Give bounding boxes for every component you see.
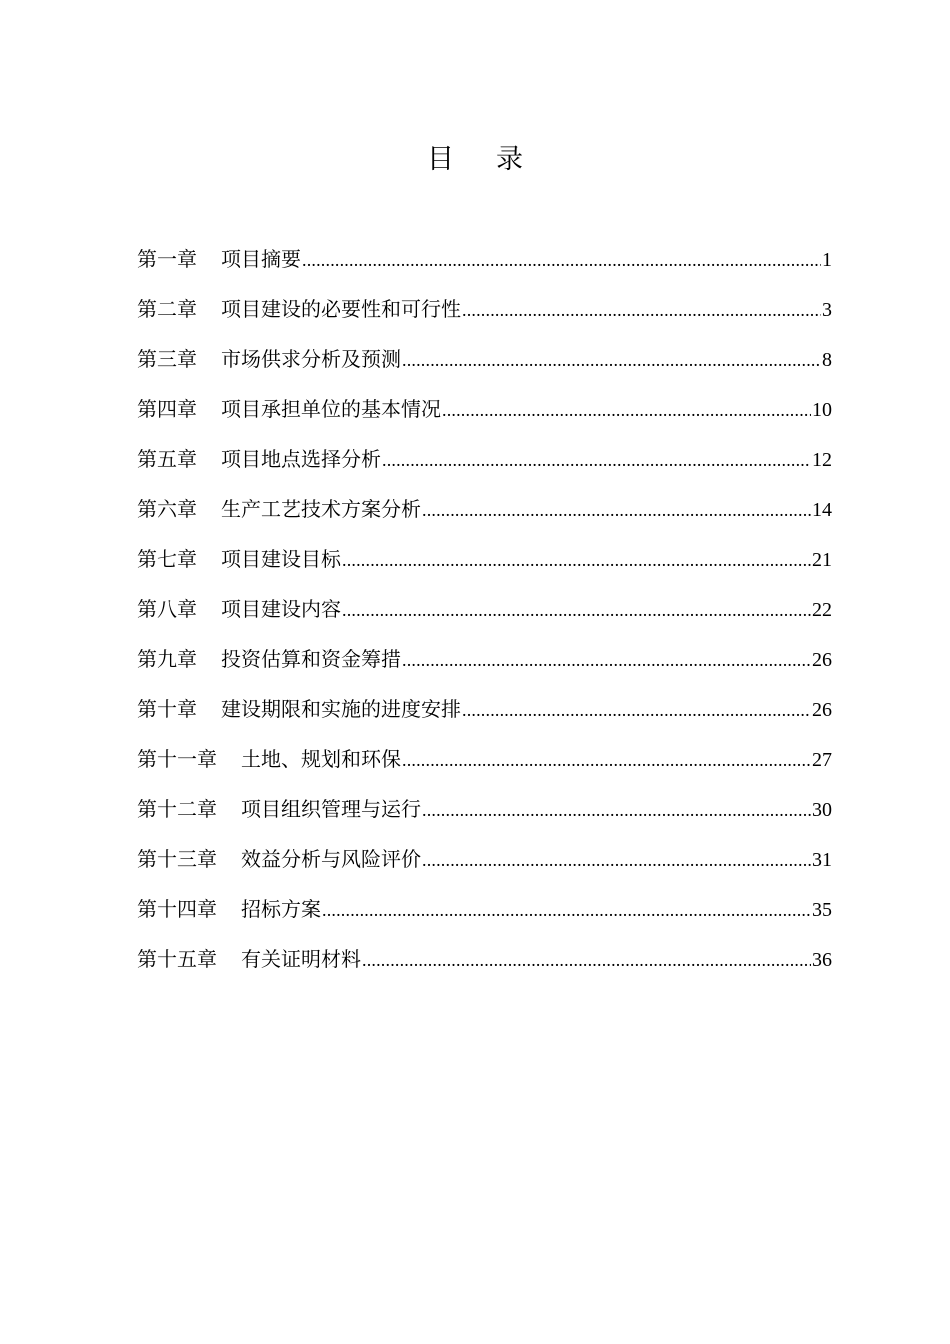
toc-dot-leader xyxy=(322,891,811,929)
toc-chapter-number: 第九章 xyxy=(137,647,197,671)
toc-page-number: 36 xyxy=(812,949,832,971)
toc-chapter-title: 项目建设目标 xyxy=(221,547,341,571)
toc-dot-leader xyxy=(422,791,811,829)
toc-chapter-title: 项目地点选择分析 xyxy=(221,447,381,471)
toc-chapter-number: 第十章 xyxy=(137,697,197,721)
toc-page-number: 3 xyxy=(822,299,832,321)
toc-dot-leader xyxy=(422,841,811,879)
toc-page-number: 35 xyxy=(812,899,832,921)
toc-page-number: 22 xyxy=(812,599,832,621)
toc-page-number: 1 xyxy=(822,249,832,271)
toc-entry[interactable] xyxy=(137,790,832,840)
toc-chapter-title: 项目建设的必要性和可行性 xyxy=(221,297,461,321)
toc-chapter-number: 第三章 xyxy=(137,347,197,371)
toc-dot-leader xyxy=(342,591,811,629)
toc-chapter-number: 第八章 xyxy=(137,597,197,621)
toc-page-number: 30 xyxy=(812,799,832,821)
toc-dot-leader xyxy=(402,341,821,379)
toc-chapter-title: 项目组织管理与运行 xyxy=(241,797,421,821)
toc-chapter-number: 第十一章 xyxy=(137,747,217,771)
toc-chapter-title: 建设期限和实施的进度安排 xyxy=(221,697,461,721)
toc-chapter-number: 第六章 xyxy=(137,497,197,521)
toc-entry[interactable] xyxy=(137,440,832,490)
toc-entry[interactable] xyxy=(137,740,832,790)
toc-chapter-number: 第一章 xyxy=(137,247,197,271)
toc-entry[interactable] xyxy=(137,240,832,290)
toc-entry[interactable] xyxy=(137,540,832,590)
toc-chapter-number: 第十二章 xyxy=(137,797,217,821)
toc-chapter-title: 土地、规划和环保 xyxy=(241,747,401,771)
toc-chapter-title: 招标方案 xyxy=(241,897,321,921)
toc-dot-leader xyxy=(302,241,821,279)
toc-chapter-number: 第十三章 xyxy=(137,847,217,871)
toc-chapter-title: 项目建设内容 xyxy=(221,597,341,621)
toc-entry[interactable] xyxy=(137,490,832,540)
toc-title-char-2: 录 xyxy=(496,144,523,175)
toc-chapter-number: 第十五章 xyxy=(137,947,217,971)
toc-entry[interactable] xyxy=(137,340,832,390)
toc-dot-leader xyxy=(342,541,811,579)
toc-chapter-title: 生产工艺技术方案分析 xyxy=(221,497,421,521)
toc-page-number: 21 xyxy=(812,549,832,571)
toc-page-number: 14 xyxy=(812,499,832,521)
toc-page-number: 26 xyxy=(812,649,832,671)
toc-page-number: 12 xyxy=(812,449,832,471)
toc-dot-leader xyxy=(362,941,811,979)
toc-entry[interactable] xyxy=(137,590,832,640)
toc-entry[interactable] xyxy=(137,840,832,890)
toc-page-number: 26 xyxy=(812,699,832,721)
toc-chapter-title: 效益分析与风险评价 xyxy=(241,847,421,871)
toc-title-char-1: 目 xyxy=(427,144,454,175)
toc-entry[interactable] xyxy=(137,390,832,440)
toc-page-number: 27 xyxy=(812,749,832,771)
toc-page-number: 10 xyxy=(812,399,832,421)
toc-chapter-number: 第四章 xyxy=(137,397,197,421)
toc-entry[interactable] xyxy=(137,640,832,690)
toc-dot-leader xyxy=(382,441,811,479)
toc-chapter-title: 投资估算和资金筹措 xyxy=(221,647,401,671)
toc-entry[interactable] xyxy=(137,890,832,940)
toc-chapter-number: 第五章 xyxy=(137,447,197,471)
toc-dot-leader xyxy=(402,741,811,779)
toc-dot-leader xyxy=(422,491,811,529)
toc-chapter-title: 市场供求分析及预测 xyxy=(221,347,401,371)
toc-dot-leader xyxy=(442,391,811,429)
toc-dot-leader xyxy=(462,691,811,729)
toc-page-number: 31 xyxy=(812,849,832,871)
toc-list xyxy=(137,240,832,990)
toc-chapter-title: 项目摘要 xyxy=(221,247,301,271)
toc-entry[interactable] xyxy=(137,940,832,990)
toc-chapter-title: 项目承担单位的基本情况 xyxy=(221,397,441,421)
toc-page-number: 8 xyxy=(822,349,832,371)
toc-chapter-number: 第二章 xyxy=(137,297,197,321)
toc-chapter-number: 第十四章 xyxy=(137,897,217,921)
toc-title xyxy=(0,140,950,180)
toc-chapter-title: 有关证明材料 xyxy=(241,947,361,971)
toc-entry[interactable] xyxy=(137,290,832,340)
toc-entry[interactable] xyxy=(137,690,832,740)
toc-dot-leader xyxy=(402,641,811,679)
toc-dot-leader xyxy=(462,291,821,329)
toc-chapter-number: 第七章 xyxy=(137,547,197,571)
